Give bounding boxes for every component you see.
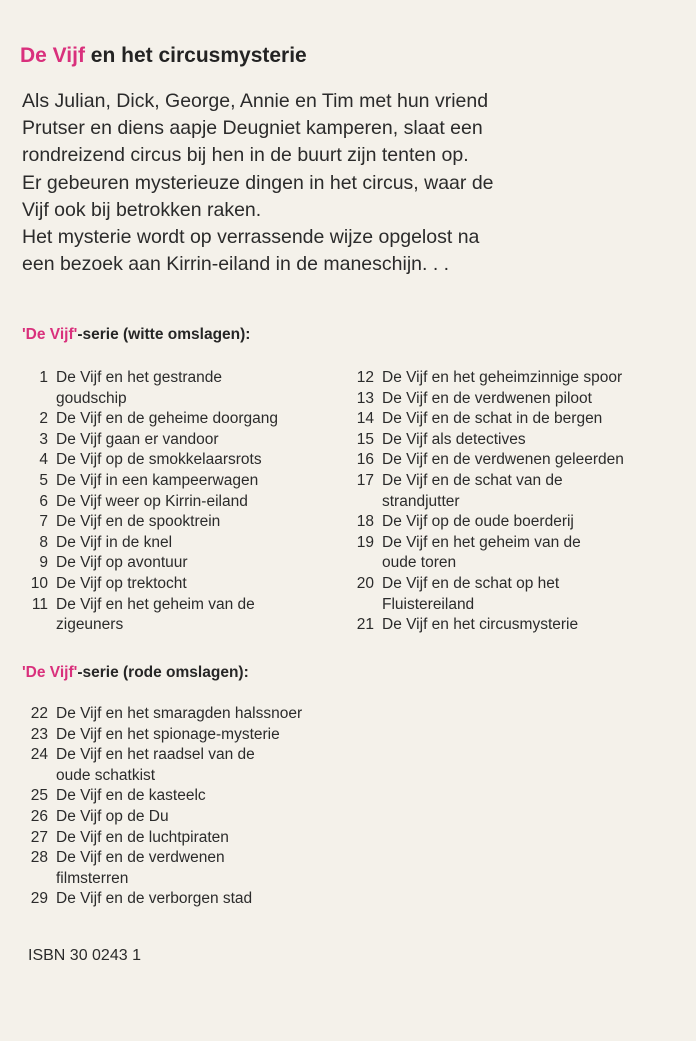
- list-item: [350, 471, 670, 512]
- item-title-line: De Vijf op avontuur: [56, 554, 188, 572]
- item-title-line: De Vijf in de knel: [56, 533, 173, 551]
- list-item: [350, 512, 670, 533]
- list-item: [22, 553, 342, 574]
- blurb-line: een bezoek aan Kirrin-eiland in de maneschijn. . .: [22, 253, 450, 276]
- list-item: [22, 409, 342, 430]
- blurb-line: rondreizend circus bij hen in de buurt zijn tenten op.: [22, 144, 469, 167]
- list-item: [22, 807, 352, 828]
- item-number: 27: [30, 828, 48, 846]
- item-title: [56, 553, 342, 574]
- item-number: 15: [356, 430, 374, 448]
- item-number: 20: [356, 574, 374, 592]
- book-title: [20, 44, 307, 68]
- isbn: ISBN 30 0243 1: [28, 947, 141, 964]
- white-series-col1: [22, 368, 342, 636]
- item-title-line: De Vijf en het geheim van de: [56, 595, 255, 613]
- item-number: 25: [30, 787, 48, 805]
- item-title: [382, 409, 670, 430]
- item-title-line: De Vijf en de schat in de bergen: [382, 410, 603, 428]
- item-title-line: De Vijf op de oude boerderij: [382, 513, 574, 531]
- item-title: [56, 848, 352, 889]
- item-number: 17: [356, 471, 374, 489]
- item-title: [56, 471, 342, 492]
- item-title-line: De Vijf en de kasteelc: [56, 787, 206, 805]
- white-series-col2: [350, 368, 670, 636]
- item-title: [56, 745, 352, 786]
- item-number: 10: [30, 574, 48, 592]
- item-title-line: De Vijf en de verdwenen piloot: [382, 389, 592, 407]
- blurb-line: Er gebeuren mysterieuze dingen in het circus, waar de: [22, 171, 494, 194]
- item-title-line: De Vijf weer op Kirrin-eiland: [56, 492, 248, 510]
- item-title-line: zigeuners: [56, 616, 124, 634]
- item-number: 12: [356, 369, 374, 386]
- blurb: [22, 88, 682, 278]
- item-number: 16: [356, 451, 374, 469]
- item-title-line: De Vijf op trektocht: [56, 574, 187, 592]
- item-title: [56, 725, 352, 746]
- list-item: [22, 828, 352, 849]
- item-title: [382, 368, 670, 389]
- list-item: [350, 389, 670, 410]
- list-item: [22, 574, 342, 595]
- item-title: [56, 786, 352, 807]
- item-title: [382, 512, 670, 533]
- item-title-line: De Vijf op de smokkelaarsrots: [56, 451, 262, 469]
- item-number: 2: [39, 410, 48, 428]
- item-title-line: De Vijf en de schat op het: [382, 574, 560, 592]
- item-number: 14: [356, 410, 374, 428]
- red-series-rest: -serie (rode omslagen):: [77, 664, 249, 681]
- title-rest: en het circusmysterie: [84, 44, 307, 67]
- blurb-line: Vijf ook bij betrokken raken.: [22, 198, 262, 221]
- item-title: [56, 492, 342, 513]
- list-item: [22, 595, 342, 636]
- list-item: [350, 615, 670, 636]
- list-item: [22, 430, 342, 451]
- item-title: [382, 450, 670, 471]
- list-item: [22, 745, 352, 786]
- item-number: 4: [39, 451, 48, 469]
- item-title-line: De Vijf en het spionage-mysterie: [56, 725, 280, 743]
- item-number: 8: [39, 533, 48, 551]
- item-number: 1: [39, 369, 48, 386]
- item-number: 18: [356, 513, 374, 531]
- item-title-line: Fluistereiland: [382, 595, 475, 613]
- item-title: [56, 533, 342, 554]
- item-title: [56, 574, 342, 595]
- item-number: 7: [39, 513, 48, 531]
- item-title-line: filmsterren: [56, 869, 129, 887]
- item-number: 24: [30, 746, 48, 764]
- item-number: 21: [356, 616, 374, 634]
- item-title-line: De Vijf en de verdwenen geleerden: [382, 451, 624, 469]
- item-title-line: De Vijf en de verborgen stad: [56, 890, 253, 908]
- item-number: 9: [39, 554, 48, 572]
- list-item: [350, 450, 670, 471]
- item-title-line: De Vijf gaan er vandoor: [56, 430, 219, 448]
- item-title-line: De Vijf en de schat van de: [382, 471, 563, 489]
- item-number: 6: [39, 492, 48, 510]
- list-item: [22, 533, 342, 554]
- item-number: 19: [356, 533, 374, 551]
- item-title-line: goudschip: [56, 389, 127, 407]
- list-item: [350, 533, 670, 574]
- item-title: [382, 574, 670, 615]
- blurb-line: Het mysterie wordt op verrassende wijze opgelost na: [22, 226, 480, 249]
- item-title: [56, 368, 342, 409]
- item-title: [382, 389, 670, 410]
- white-series-heading: [22, 326, 250, 344]
- item-title: [56, 704, 352, 725]
- item-title: [382, 471, 670, 512]
- item-title: [56, 595, 342, 636]
- list-item: [350, 409, 670, 430]
- item-number: 3: [39, 430, 48, 448]
- item-title-line: De Vijf en het gestrande: [56, 369, 223, 386]
- list-item: [350, 574, 670, 615]
- item-number: 5: [39, 471, 48, 489]
- item-title-line: De Vijf en het smaragden halssnoer: [56, 705, 303, 722]
- item-title-line: De Vijf in een kampeerwagen: [56, 471, 259, 489]
- blurb-line: Als Julian, Dick, George, Annie en Tim met hun vriend: [22, 90, 489, 112]
- item-title: [382, 430, 670, 451]
- list-item: [22, 492, 342, 513]
- item-title-line: De Vijf en de luchtpiraten: [56, 828, 229, 846]
- list-item: [22, 889, 352, 910]
- item-title: [382, 533, 670, 574]
- list-item: [22, 450, 342, 471]
- item-title-line: De Vijf en het geheimzinnige spoor: [382, 369, 623, 386]
- item-title-line: De Vijf als detectives: [382, 430, 526, 448]
- list-item: [22, 512, 342, 533]
- red-series-accent: 'De Vijf': [22, 664, 78, 681]
- item-title-line: De Vijf en het raadsel van de: [56, 746, 255, 764]
- item-number: 23: [30, 725, 48, 743]
- item-title-line: De Vijf en de verdwenen: [56, 849, 225, 867]
- title-accent: De Vijf: [20, 44, 85, 67]
- item-title-line: De Vijf en het geheim van de: [382, 533, 581, 551]
- item-title-line: De Vijf en het circusmysterie: [382, 616, 579, 634]
- list-item: [22, 704, 352, 725]
- item-number: 29: [30, 890, 48, 908]
- list-item: [22, 368, 342, 409]
- item-number: 22: [30, 705, 48, 722]
- item-title-line: De Vijf op de Du: [56, 807, 169, 825]
- list-item: [350, 368, 670, 389]
- list-item: [22, 725, 352, 746]
- item-title: [56, 512, 342, 533]
- list-item: [22, 471, 342, 492]
- item-title-line: De Vijf en de spooktrein: [56, 513, 221, 531]
- list-item: [350, 430, 670, 451]
- red-series-list: [22, 704, 352, 910]
- white-series-accent: 'De Vijf': [22, 326, 78, 343]
- item-title: [56, 409, 342, 430]
- item-title: [56, 430, 342, 451]
- blurb-line: Prutser en diens aapje Deugniet kamperen, slaat een: [22, 117, 483, 140]
- item-title-line: oude schatkist: [56, 766, 156, 784]
- item-number: 28: [30, 849, 48, 867]
- red-series-heading: [22, 664, 249, 682]
- item-number: 13: [356, 389, 374, 407]
- list-item: [22, 786, 352, 807]
- item-number: 11: [31, 595, 48, 613]
- item-title: [382, 615, 670, 636]
- item-title: [56, 807, 352, 828]
- item-title: [56, 828, 352, 849]
- item-title-line: De Vijf en de geheime doorgang: [56, 410, 279, 428]
- item-number: 26: [30, 807, 48, 825]
- white-series-rest: -serie (witte omslagen):: [77, 326, 251, 343]
- item-title: [56, 450, 342, 471]
- item-title-line: oude toren: [382, 554, 457, 572]
- item-title-line: strandjutter: [382, 492, 460, 510]
- item-title: [56, 889, 352, 910]
- list-item: [22, 848, 352, 889]
